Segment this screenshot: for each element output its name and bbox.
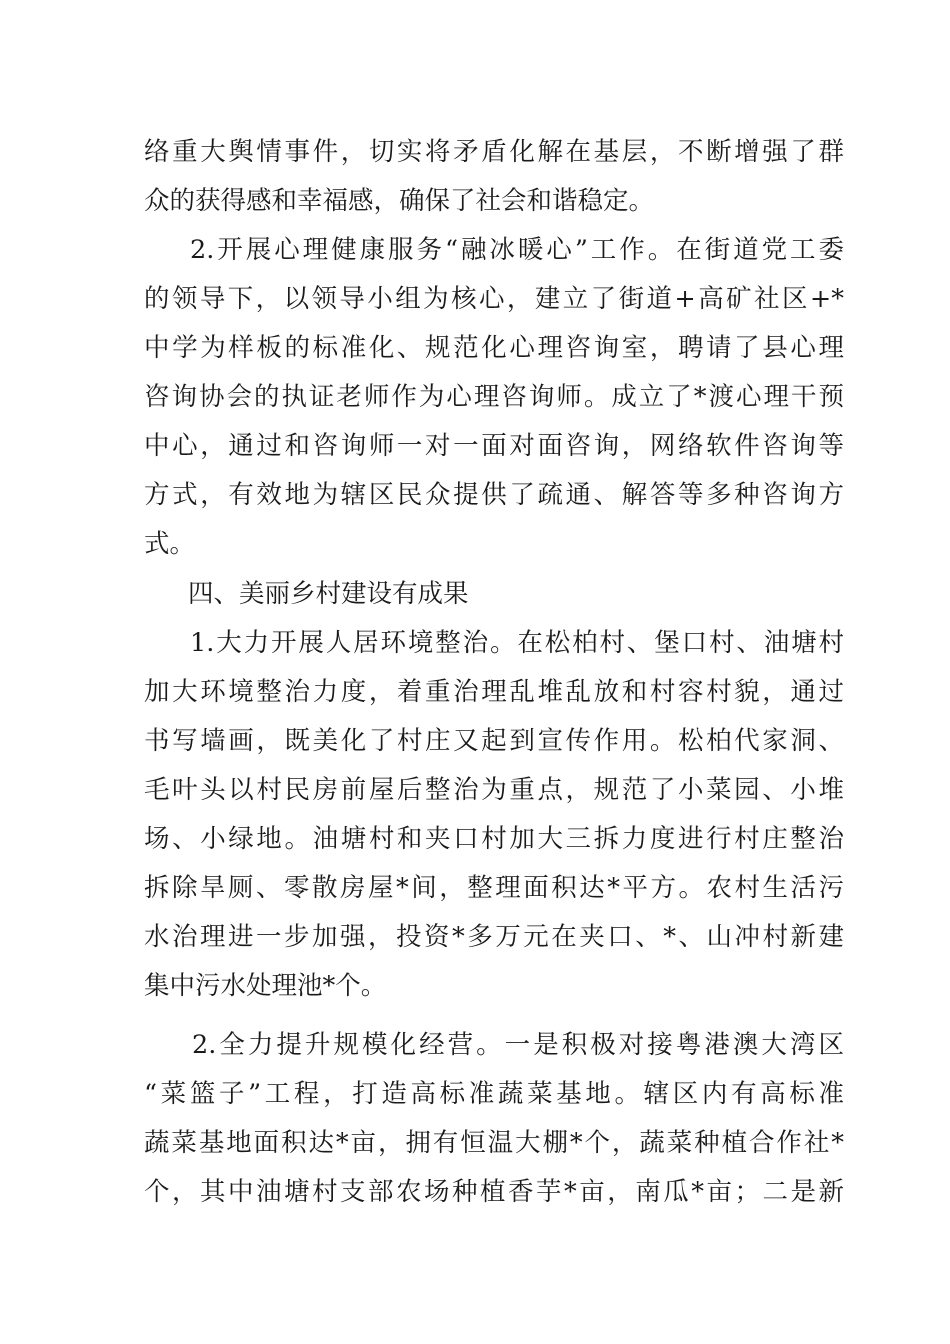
- text-line: 拆除旱厕、零散房屋*间，整理面积达*平方。农村生活污: [144, 873, 844, 903]
- text-line: 中心，通过和咨询师一对一面对面咨询，网络软件咨询等: [144, 431, 844, 461]
- text-line: 中学为样板的标准化、规范化心理咨询室，聘请了县心理: [144, 333, 844, 363]
- text-line: 毛叶头以村民房前屋后整治为重点，规范了小菜园、小堆: [144, 775, 844, 805]
- text-line: 加大环境整治力度，着重治理乱堆乱放和村容村貌，通过: [144, 677, 844, 707]
- paragraph-first-line: 2.全力提升规模化经营。一是积极对接粤港澳大湾区: [192, 1030, 844, 1060]
- text-line: 众的获得感和幸福感，确保了社会和谐稳定。: [144, 186, 655, 216]
- text-line: 的领导下，以领导小组为核心，建立了街道+高矿社区+*: [144, 284, 844, 314]
- text-line: 个，其中油塘村支部农场种植香芋*亩，南瓜*亩；二是新: [144, 1177, 844, 1207]
- text-line: 咨询协会的执证老师作为心理咨询师。成立了*渡心理干预: [144, 382, 844, 412]
- text-line: 水治理进一步加强，投资*多万元在夹口、*、山冲村新建: [144, 922, 844, 952]
- text-line: 场、小绿地。油塘村和夹口村加大三拆力度进行村庄整治: [144, 824, 844, 854]
- paragraph-first-line: 1.大力开展人居环境整治。在松柏村、堡口村、油塘村: [190, 628, 844, 658]
- paragraph-first-line: 2.开展心理健康服务“融冰暖心”工作。在街道党工委: [190, 235, 844, 265]
- text-line: 式。: [144, 529, 196, 559]
- section-heading: 四、美丽乡村建设有成果: [188, 579, 469, 609]
- text-line: “菜篮子”工程，打造高标准蔬菜基地。辖区内有高标准: [144, 1079, 844, 1109]
- text-line: 方式，有效地为辖区民众提供了疏通、解答等多种咨询方: [144, 480, 844, 510]
- text-line: 书写墙画，既美化了村庄又起到宣传作用。松柏代家洞、: [144, 726, 844, 756]
- text-line: 蔬菜基地面积达*亩，拥有恒温大棚*个，蔬菜种植合作社*: [144, 1128, 844, 1158]
- text-line: 络重大舆情事件，切实将矛盾化解在基层，不断增强了群: [144, 137, 844, 167]
- text-line: 集中污水处理池*个。: [144, 971, 387, 1001]
